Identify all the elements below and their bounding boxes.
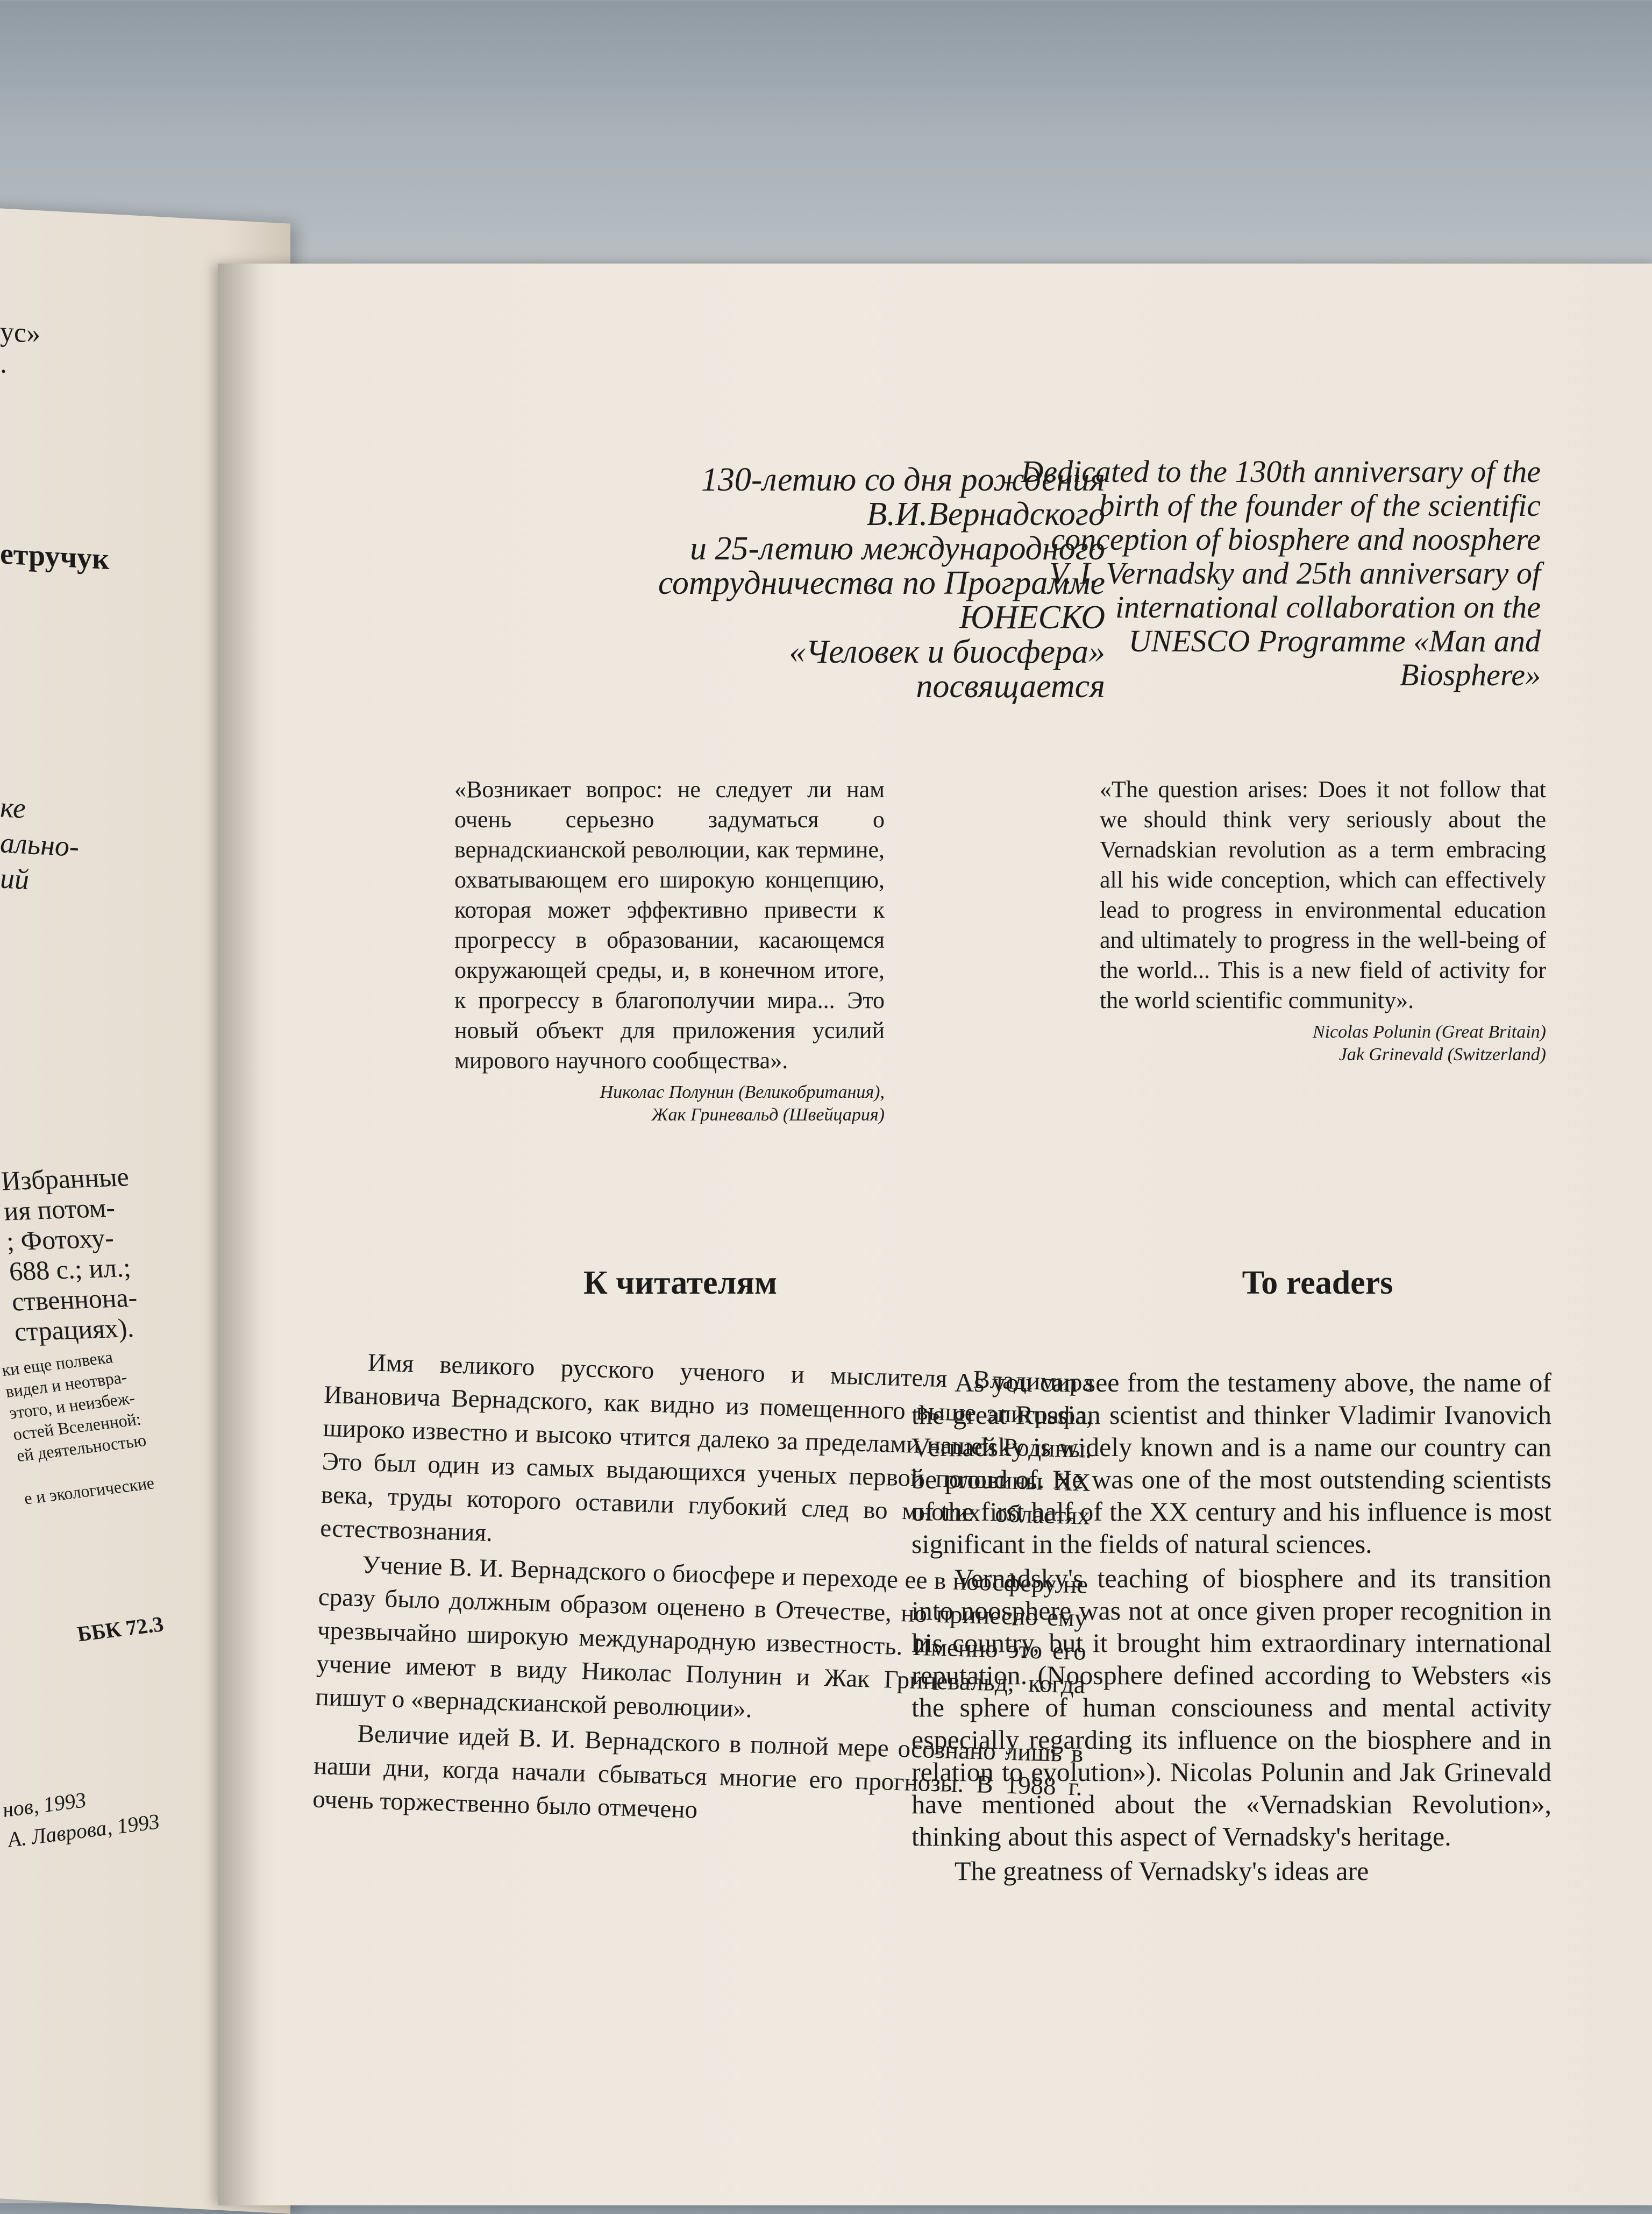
body-en — [912, 1366, 1551, 1889]
gutter-shadow — [218, 264, 261, 2205]
epigraph-en-text: «The question arises: Does it not follow that we should think very seriously about the Vernadskian revolution as a term embracing all his wide conception, which can effectively lead to progress in environmental education and ultimately to progress in the well-being of the world... This is a new field of activity for the world scientific community». — [1100, 776, 1546, 1013]
epigraph-en-author: Jak Grinevald (Switzerland) — [1338, 1045, 1546, 1065]
dedication-ru-line: сотрудничества по Программе — [658, 565, 1105, 601]
dedication-en-line: V. I. Vernadsky and 25th anniversary of — [1049, 556, 1541, 591]
body-ru-paragraph: Имя великого русского ученого и мыслителя Владимира Ивановича Вернадского, как видно из помещенного выше эпиграфа, широко известно и высоко чтится далеко за пределами нашей Родины. Это был один из самых выдающихся ученых первой половины XX века, труды которого оставили глубокий след во многих областях естествознания. — [319, 1349, 1094, 1547]
left-page-fragment-small: ки еще полвека видел и неотвра- этого, и неизбеж- остей Вселенной: ей деятельностью е и экологические — [0, 1346, 156, 1508]
dedication-ru-line: 130-летию со дня рождения — [701, 462, 1105, 498]
dedication-ru-line: В.И.Вернадского — [866, 496, 1105, 533]
dedication-en — [960, 455, 1541, 692]
left-page-bbk: ББК 72.3 — [75, 1611, 166, 1647]
right-page — [218, 264, 1652, 2205]
left-page-fragment-top: ус» . — [0, 316, 41, 380]
left-page-fragment-name: етручук — [0, 537, 110, 577]
body-en-paragraph: As you can see from the testameny above, the name of the great Russian scientist and thinker Vladimir Ivanovich Vernadsky is widely known and is a name our country can be proud of. He was one of the most outstending scientists of the first half of the XX century and his influence is most significant in the fields of natural sciences. — [912, 1367, 1551, 1559]
epigraph-ru-author: Николас Полунин (Великобритания), — [600, 1082, 885, 1102]
left-page-fragment-book: Избранные ия потом- ; Фотоху- 688 с.; ил.; ственнона- страциях). — [0, 1161, 139, 1347]
body-en-paragraph: The greatness of Vernadsky's ideas are — [955, 1856, 1369, 1886]
epigraph-ru-text: «Возникает вопрос: не следует ли нам очень серьезно задуматься о вернадскианской революции, как термине, охватывающем его широкую концепцию, которая может эффективно привести к прогрессу в образовании, касающемся окружающей среды, и, в конечном итоге, к прогрессу в благополучии мира... Это новый объект для приложения усилий мирового научного сообщества». — [454, 776, 885, 1074]
dedication-en-line: Biosphere» — [1399, 657, 1541, 692]
heading-en: To readers — [1242, 1265, 1393, 1301]
left-page-fragment-italic: ке ально- ий — [0, 791, 79, 896]
epigraph-en — [1100, 775, 1546, 1066]
dedication-ru-line: посвящается — [916, 668, 1105, 705]
dedication-en-line: Dedicated to the 130th anniversary of the — [1021, 454, 1541, 489]
dedication-en-line: birth of the founder of the scientific — [1099, 488, 1541, 523]
epigraph-en-author: Nicolas Polunin (Great Britain) — [1312, 1022, 1546, 1042]
dedication-ru-line: ЮНЕСКО — [959, 599, 1105, 636]
dedication-ru-line: «Человек и биосфера» — [789, 634, 1105, 670]
left-page-copyright: нов, 1993 А. Лаврова, 1993 — [0, 1787, 162, 1852]
body-en-paragraph: Vernadsky's teaching of biosphere and its transition into noosphere was not at once given proper recognition in his country, but it brought him extraordinary international reputation. (Noosphere defined according to Websters «is the sphere of human consciouness and mental activity especially regarding its influence on the biosphere and in relation to evolution»). Nicolas Polunin and Jak Grinevald have mentioned about the «Vernadskian Revolution», thinking about this aspect of Vernadsky's heritage. — [912, 1563, 1551, 1851]
body-ru-paragraph: Величие идей В. И. Вернадского в полной мере осознано лишь в наши дни, когда начали сбываться многие его прогнозы. В 1988 г. очень торжественно было отмечено — [312, 1719, 1084, 1824]
epigraph-ru-author: Жак Гриневальд (Швейцария) — [651, 1105, 885, 1125]
heading-ru: К читателям — [583, 1265, 778, 1301]
epigraph-ru — [454, 775, 885, 1126]
dedication-en-line: UNESCO Programme «Man and — [1128, 623, 1541, 658]
body-ru-paragraph: Учение В. И. Вернадского о биосфере и переходе ее в ноосферу не сразу было должным образом оценено в Отечестве, но принесло ему чрезвычайно широкую международную известность. Именно это его учение имеют в виду Николас Полунин и Жак Гриневальд, когда пишут о «вернадскианской революции». — [315, 1551, 1088, 1723]
dedication-en-line: conception of biosphere and noosphere — [1051, 522, 1541, 557]
dedication-en-line: international collaboration on the — [1115, 590, 1541, 625]
dedication-ru-line: и 25-летию международного — [690, 530, 1105, 567]
